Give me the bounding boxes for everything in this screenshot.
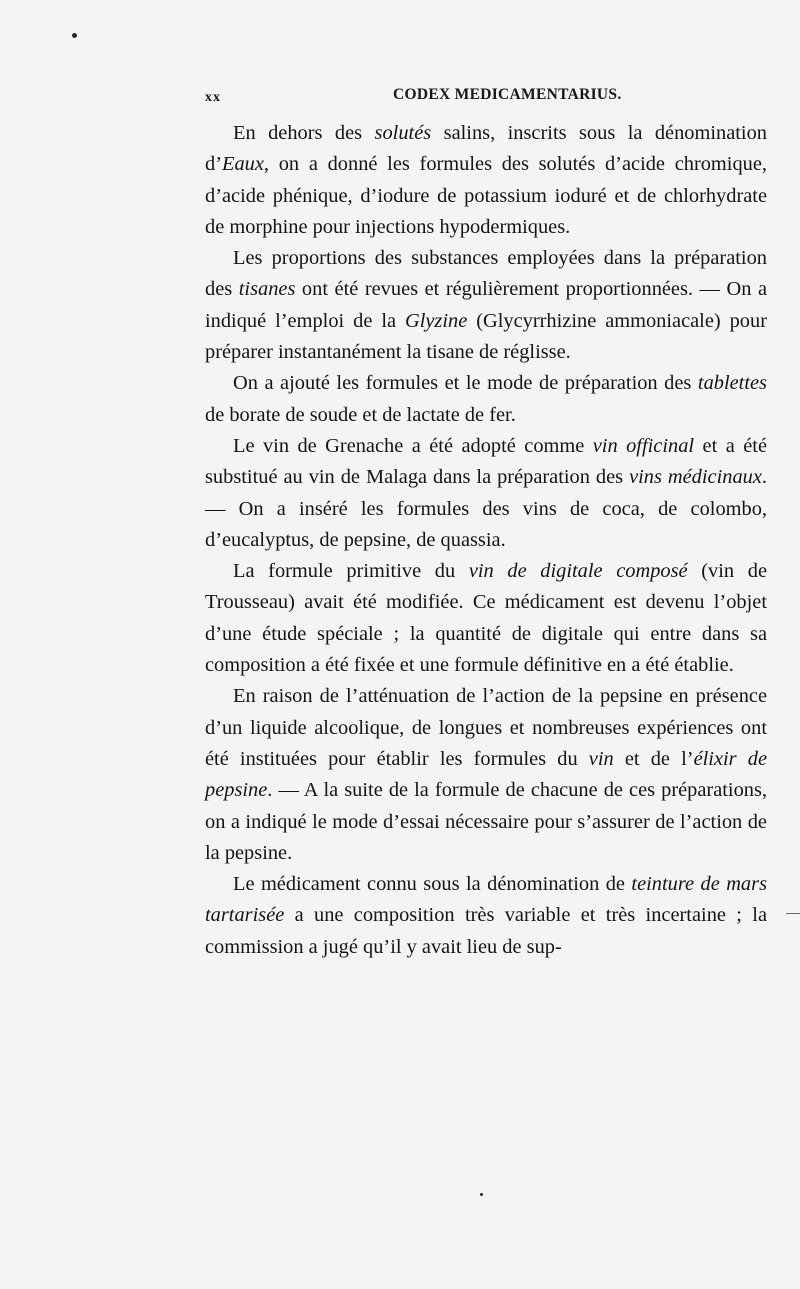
- text-run: ont été revues et régulièrement proportionnées. — On a indiqué l’emploi de la: [205, 278, 768, 332]
- paragraph: [205, 556, 767, 681]
- text-run: et de l’: [613, 747, 694, 770]
- paragraph: [205, 869, 767, 963]
- text-run: (vin de Trousseau) avait été modifiée. Ce médicament est devenu l’objet d’une étude spéciale ; la quantité de digitale qui entre dans sa composition a été fixée et une formule définitive en a été établie.: [205, 560, 767, 677]
- italic-term: Eaux: [222, 153, 264, 176]
- italic-term: tablettes: [697, 372, 767, 395]
- italic-term: vin: [588, 747, 614, 770]
- text-run: En raison de l’atténuation de l’action de la pepsine en présence d’un liquide alcoolique, de longues et nombreuses expériences ont été instituées pour établir les formules du: [205, 685, 767, 770]
- text-run: Le vin de Grenache a été adopté comme: [233, 434, 593, 457]
- paragraph: [205, 368, 767, 431]
- ink-speck-bottom: [480, 1193, 483, 1196]
- italic-term: vins médicinaux: [629, 466, 762, 489]
- italic-term: teinture de mars tartarisée: [205, 873, 768, 927]
- text-run: Les proportions des substances employées dans la préparation des: [205, 247, 767, 301]
- text-run: , on a donné les formules des solutés d’acide chromique, d’acide phénique, d’iodure de potassium ioduré et de chlorhydrate de morphine pour injections hypodermiques.: [205, 153, 767, 238]
- text-run: de borate de soude et de lactate de fer.: [205, 403, 516, 426]
- text-run: a une composition très variable et très incertaine ; la commission a jugé qu’il y avait lieu de sup-: [205, 904, 767, 958]
- italic-term: solutés: [374, 122, 432, 144]
- body-text: [205, 118, 767, 963]
- italic-term: vin de digitale composé: [468, 560, 688, 583]
- text-run: On a ajouté les formules et le mode de préparation des: [233, 372, 698, 395]
- text-run: salins, inscrits sous la dénomination d’: [205, 122, 767, 176]
- italic-term: tisanes: [238, 278, 296, 301]
- paragraph: [205, 243, 767, 368]
- text-run: Le médicament connu sous la dénomination de: [233, 873, 632, 896]
- paragraph: [205, 431, 767, 556]
- text-run: (Glycyrrhizine ammoniacale) pour préparer instantanément la tisane de réglisse.: [205, 309, 767, 364]
- text-run: . — On a inséré les formules des vins de coca, de colombo, d’eucalyptus, de pepsine, de quassia.: [205, 466, 767, 551]
- italic-term: vin officinal: [592, 434, 695, 457]
- running-head: [205, 86, 775, 108]
- italic-term: Glyzine: [404, 309, 468, 332]
- margin-mark-right: [786, 913, 800, 914]
- paragraph: [205, 681, 767, 869]
- italic-term: élixir de pepsine: [205, 747, 767, 802]
- text-run: . — A la suite de la formule de chacune de ces préparations, on a indiqué le mode d’essai nécessaire pour s’assurer de l’action de la pepsine.: [205, 779, 767, 864]
- text-run: La formule primitive du: [233, 560, 469, 583]
- paragraph: [205, 118, 767, 243]
- text-run: et a été substitué au vin de Malaga dans la préparation des: [205, 434, 767, 489]
- running-title: CODEX MEDICAMENTARIUS.: [393, 86, 622, 103]
- text-run: En dehors des: [233, 122, 375, 144]
- page-number: xx: [205, 90, 221, 105]
- ink-speck-top-left: [72, 33, 77, 38]
